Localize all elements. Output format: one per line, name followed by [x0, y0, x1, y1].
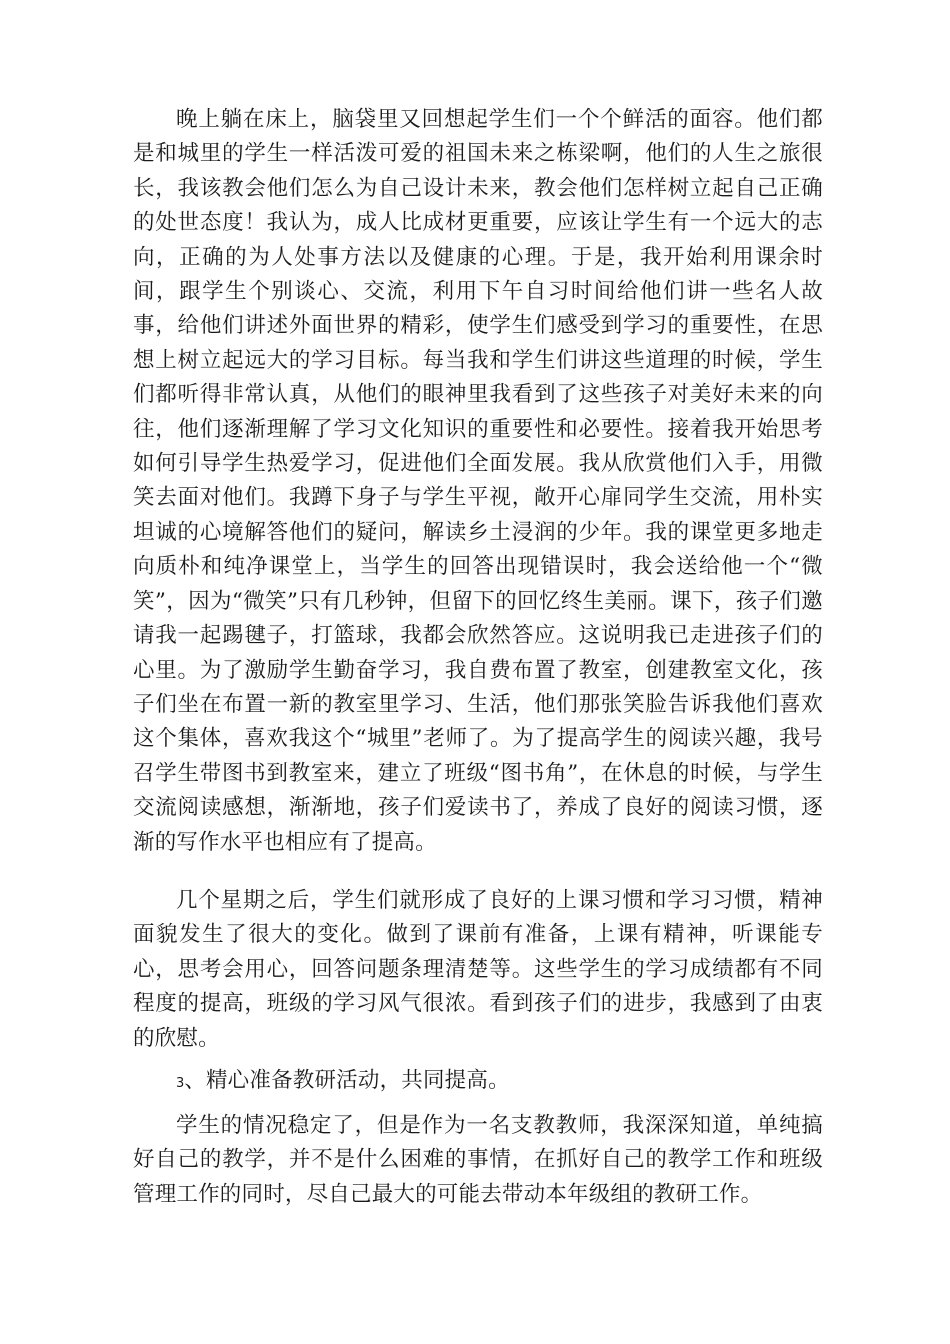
section-heading-number: 3	[176, 1076, 185, 1091]
section-heading	[133, 1064, 823, 1101]
section-heading-text: 、精心准备教研活动，共同提高。	[184, 1068, 510, 1093]
paragraph-student-growth: 晚上躺在床上，脑袋里又回想起学生们一个个鲜活的面容。他们都是和城里的学生一样活泼可爱的祖国未来之栋梁啊，他们的人生之旅很长，我该教会他们怎么为自己设计未来，教会他们怎样树立起自己正确的处世态度！我认为，成人比成材更重要，应该让学生有一个远大的志向，正确的为人处事方法以及健康的心理。于是，我开始利用课余时间，跟学生个别谈心、交流，利用下午自习时间给他们讲一些名人故事，给他们讲述外面世界的精彩，使学生们感受到学习的重要性，在思想上树立起远大的学习目标。每当我和学生们讲这些道理的时候，学生们都听得非常认真，从他们的眼神里我看到了这些孩子对美好未来的向往，他们逐渐理解了学习文化知识的重要性和必要性。接着我开始思考如何引导学生热爱学习，促进他们全面发展。我从欣赏他们入手，用微笑去面对他们。我蹲下身子与学生平视，敞开心扉同学生交流，用朴实坦诚的心境解答他们的疑问，解读乡土浸润的少年。我的课堂更多地走向质朴和纯净课堂上，当学生的回答出现错误时，我会送给他一个“微笑”，因为“微笑”只有几秒钟，但留下的回忆终生美丽。课下，孩子们邀请我一起踢毽子，打篮球，我都会欣然答应。这说明我已走进孩子们的心里。为了激励学生勤奋学习，我自费布置了教室，创建教室文化，孩子们坐在布置一新的教室里学习、生活，他们那张笑脸告诉我他们喜欢这个集体，喜欢我这个“城里”老师了。为了提高学生的阅读兴趣，我号召学生带图书到教室来，建立了班级“图书角”，在休息的时候，与学生交流阅读感想，渐渐地，孩子们爱读书了，养成了良好的阅读习惯，逐渐的写作水平也相应有了提高。	[133, 107, 823, 855]
paragraph-weeks-later: 几个星期之后，学生们就形成了良好的上课习惯和学习习惯，精神面貌发生了很大的变化。做到了课前有准备，上课有精神，听课能专心，思考会用心，回答问题条理清楚等。这些学生的学习成绩都有不同程度的提高，班级的学习风气很浓。看到孩子们的进步，我感到了由衷的欣慰。	[133, 888, 823, 1051]
paragraph-teaching-research: 学生的情况稳定了，但是作为一名支教教师，我深深知道，单纯搞好自己的教学，并不是什么困难的事情，在抓好自己的教学工作和班级管理工作的同时，尽自己最大的可能去带动本年级组的教研工作。	[133, 1113, 823, 1207]
